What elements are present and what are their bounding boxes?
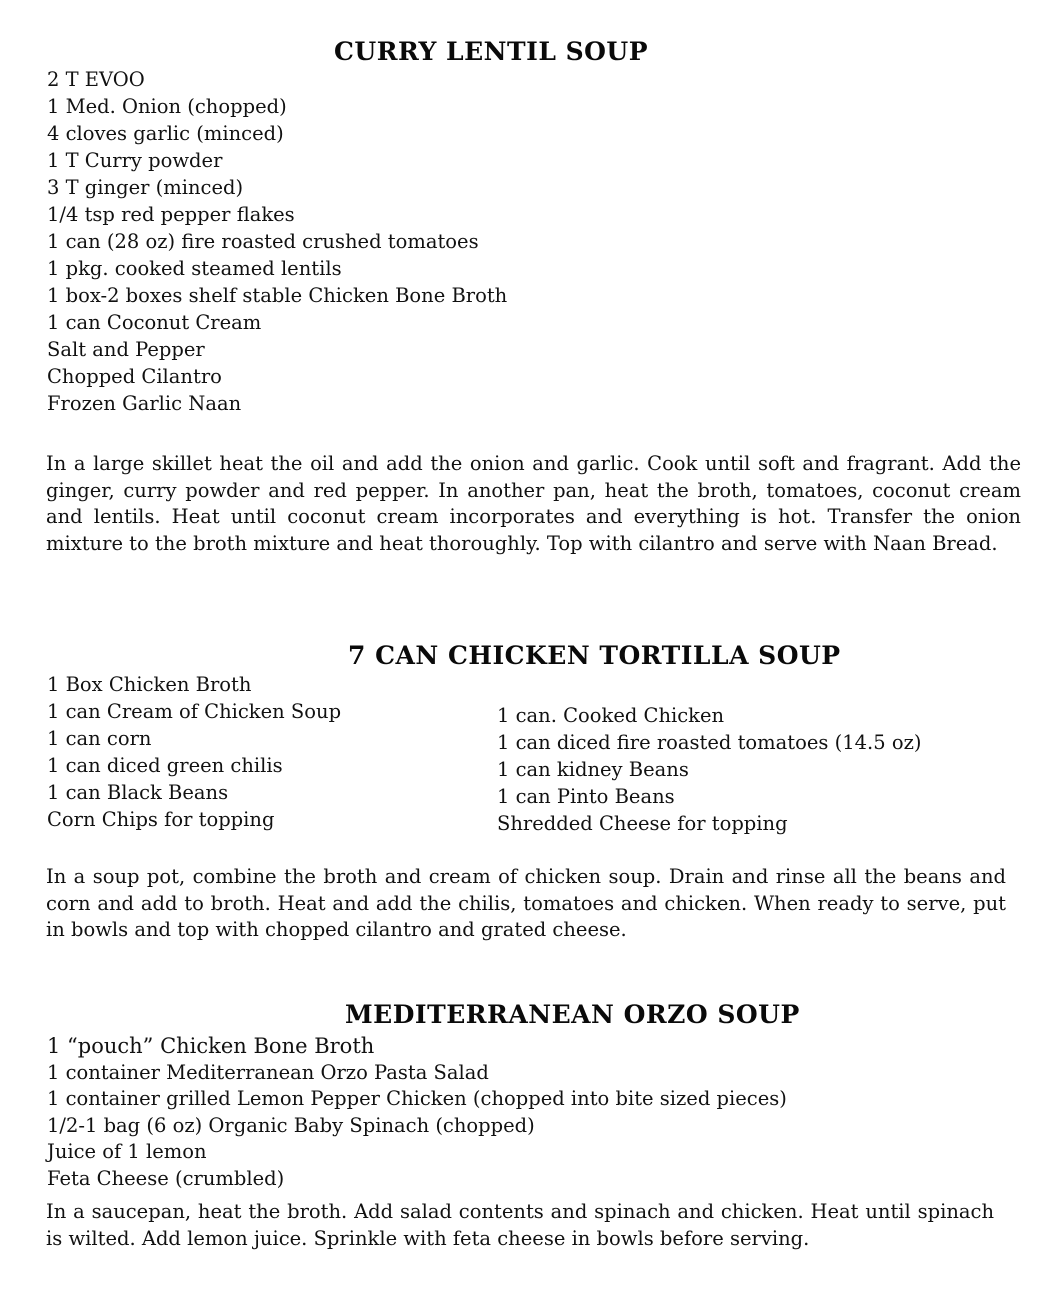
- ingredient-item: 1/2-1 bag (6 oz) Organic Baby Spinach (chopped): [47, 1113, 535, 1137]
- recipe-title: CURRY LENTIL SOUP: [334, 37, 649, 66]
- ingredient-item: 1 pkg. cooked steamed lentils: [47, 257, 342, 280]
- ingredient-item: 1 can. Cooked Chicken: [497, 704, 725, 727]
- ingredient-item: 1 can Coconut Cream: [47, 311, 262, 334]
- ingredient-item: Shredded Cheese for topping: [497, 812, 788, 835]
- ingredient-list: [47, 66, 507, 417]
- ingredient-list: [47, 1033, 787, 1192]
- ingredient-item: Chopped Cilantro: [47, 365, 222, 388]
- ingredient-item: 1 can Black Beans: [47, 781, 229, 804]
- recipe-title: 7 CAN CHICKEN TORTILLA SOUP: [348, 641, 841, 670]
- ingredient-item: 1 Med. Onion (chopped): [47, 95, 287, 118]
- ingredient-item: 1/4 tsp red pepper flakes: [47, 203, 295, 226]
- ingredient-item: 3 T ginger (minced): [47, 176, 244, 199]
- ingredient-item: 1 T Curry powder: [47, 149, 223, 172]
- recipe-directions: In a saucepan, heat the broth. Add salad contents and spinach and chicken. Heat until spinach is wilted. Add lemon juice. Sprinkle with feta cheese in bowls before serving.: [46, 1200, 994, 1250]
- ingredient-item: Corn Chips for topping: [47, 808, 275, 831]
- ingredient-item: 2 T EVOO: [47, 68, 145, 91]
- ingredient-item: 1 can Cream of Chicken Soup: [47, 700, 342, 723]
- ingredient-item: Juice of 1 lemon: [47, 1140, 207, 1163]
- ingredient-item: 1 container Mediterranean Orzo Pasta Salad: [47, 1060, 489, 1084]
- ingredient-item: 1 can kidney Beans: [497, 758, 689, 781]
- ingredient-item: 1 can corn: [47, 727, 152, 750]
- ingredient-item: 4 cloves garlic (minced): [47, 122, 284, 145]
- recipe-title: MEDITERRANEAN ORZO SOUP: [345, 1000, 800, 1029]
- ingredient-item: 1 box-2 boxes shelf stable Chicken Bone Broth: [47, 284, 508, 307]
- ingredient-item: 1 “pouch” Chicken Bone Broth: [47, 1034, 375, 1058]
- ingredient-list-right: [497, 702, 921, 837]
- ingredient-item: Frozen Garlic Naan: [47, 392, 242, 415]
- ingredient-item: 1 container grilled Lemon Pepper Chicken (chopped into bite sized pieces): [47, 1087, 787, 1110]
- ingredient-item: 1 can Pinto Beans: [497, 785, 675, 808]
- ingredient-item: 1 can (28 oz) fire roasted crushed tomatoes: [47, 230, 479, 253]
- ingredient-list-left: [47, 671, 341, 833]
- recipe-directions: In a soup pot, combine the broth and cream of chicken soup. Drain and rinse all the beans and corn and add to broth. Heat and add the chilis, tomatoes and chicken. When ready to serve, put in bowls and top with chopped cilantro and grated cheese.: [46, 865, 1006, 941]
- ingredient-item: 1 Box Chicken Broth: [47, 673, 252, 696]
- ingredient-item: Feta Cheese (crumbled): [47, 1166, 285, 1190]
- ingredient-item: Salt and Pepper: [47, 338, 205, 361]
- ingredient-item: 1 can diced green chilis: [47, 754, 283, 777]
- ingredient-item: 1 can diced fire roasted tomatoes (14.5 oz): [497, 731, 922, 754]
- recipe-directions: In a large skillet heat the oil and add the onion and garlic. Cook until soft and fragrant. Add the ginger, curry powder and red pepper. In another pan, heat the broth, tomatoes, coconut cream and lentils. Heat until coconut cream incorporates and everything is hot. Transfer the onion mixture to the broth mixture and heat thoroughly. Top with cilantro and serve with Naan Bread.: [46, 452, 1021, 555]
